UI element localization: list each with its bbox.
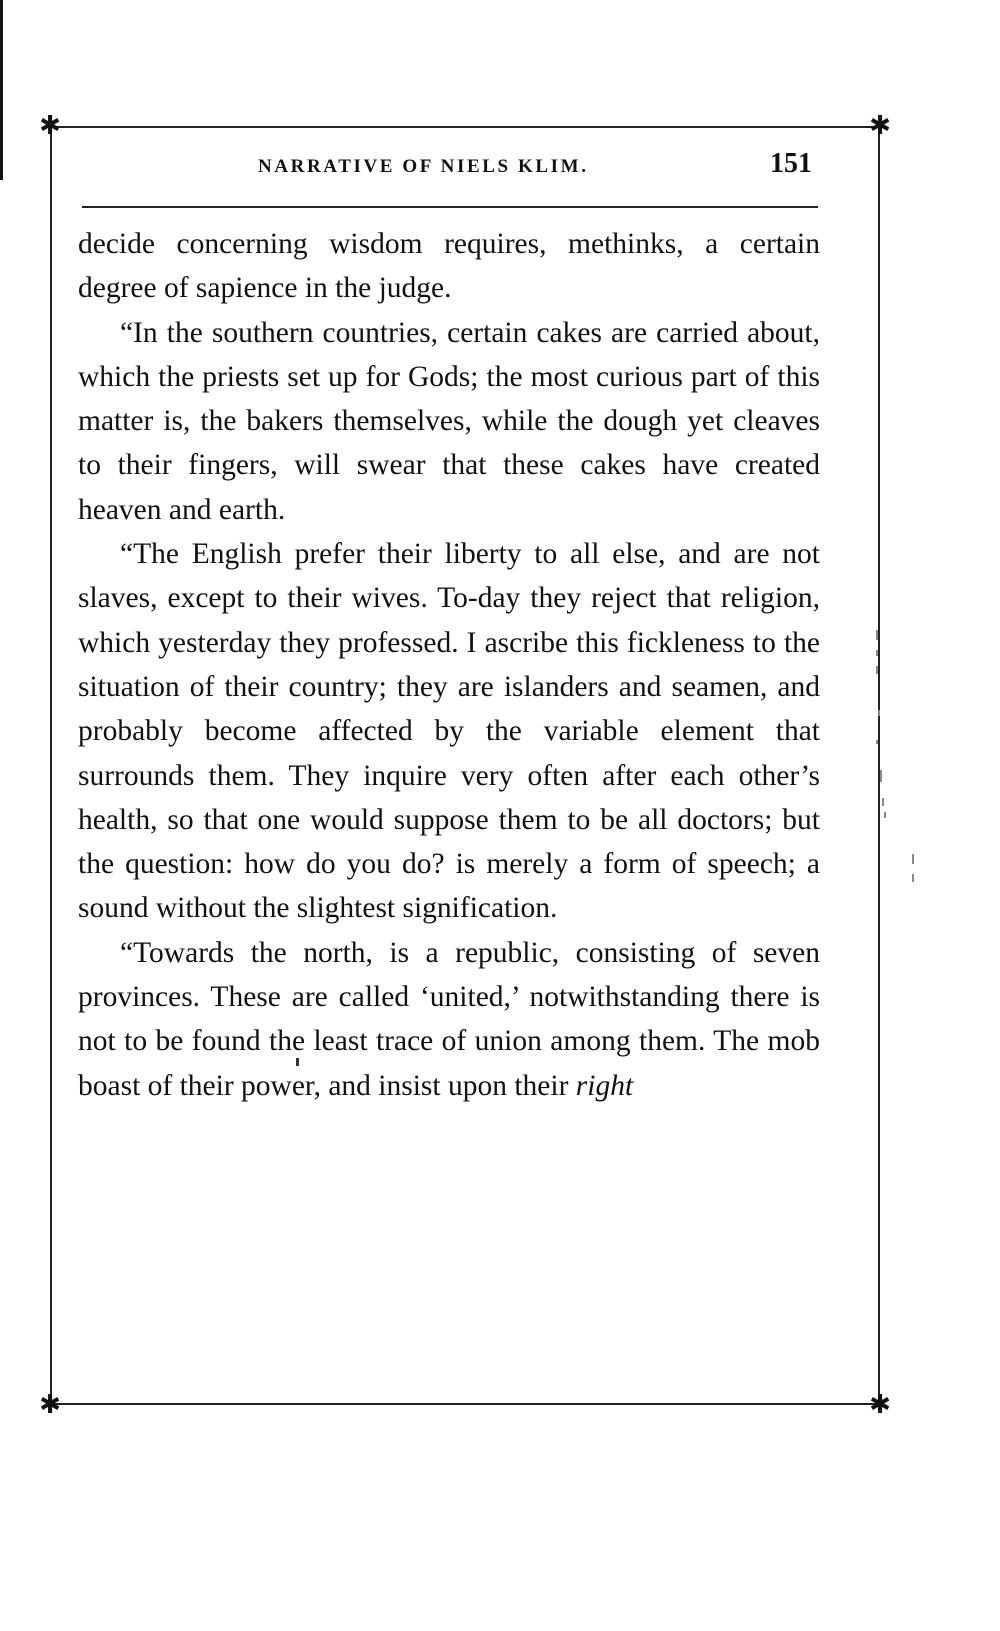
paragraph-text: “In the southern countries, certain cakes are carried about, which the priests set up for Gods; the most curious part of this matter is, the bakers themselves, while the dough yet cleaves to their fingers, will swear that these cakes have created heaven and earth.	[78, 316, 820, 526]
paragraph	[78, 532, 820, 931]
page-number: 151	[770, 148, 812, 179]
body-text	[78, 222, 820, 1108]
asterisk-ornament-icon: ✱	[39, 1390, 61, 1420]
header-rule	[82, 206, 818, 208]
paragraph-text: decide concerning wisdom requires, methinks, a certain degree of sapience in the judge.	[78, 228, 820, 305]
border-top-rule	[50, 126, 880, 128]
border-left-rule	[50, 126, 52, 1405]
paragraph	[78, 222, 820, 311]
asterisk-ornament-icon: ✱	[869, 1390, 891, 1420]
paragraph	[78, 311, 820, 532]
asterisk-ornament-icon: ✱	[39, 111, 61, 141]
scan-edge-mark	[0, 0, 3, 180]
paragraph	[78, 931, 820, 1108]
italic-word: right	[575, 1069, 634, 1102]
paragraph-text: “Towards the north, is a republic, consisting of seven provinces. These are called ‘united,’ notwithstanding there is not to be found the least trace of union among them. The mob boast of their power, and insist upon their	[78, 936, 820, 1102]
margin-specks	[872, 630, 922, 890]
border-bottom-rule	[50, 1403, 880, 1405]
paragraph-text: “The English prefer their liberty to all else, and are not slaves, except to their wives. To-day they reject that religion, which yesterday they professed. I ascribe this fickleness to the situation of their country; they are islanders and seamen, and probably become affected by the variable element that surrounds them. They inquire very often after each other’s health, so that one would suppose them to be all doctors; but the question: how do you do? is merely a form of speech; a sound without the slightest signification.	[78, 538, 820, 925]
asterisk-ornament-icon: ✱	[869, 111, 891, 141]
page-header	[78, 148, 820, 188]
running-head: NARRATIVE OF NIELS KLIM.	[258, 156, 589, 177]
ink-speck	[296, 1058, 299, 1066]
